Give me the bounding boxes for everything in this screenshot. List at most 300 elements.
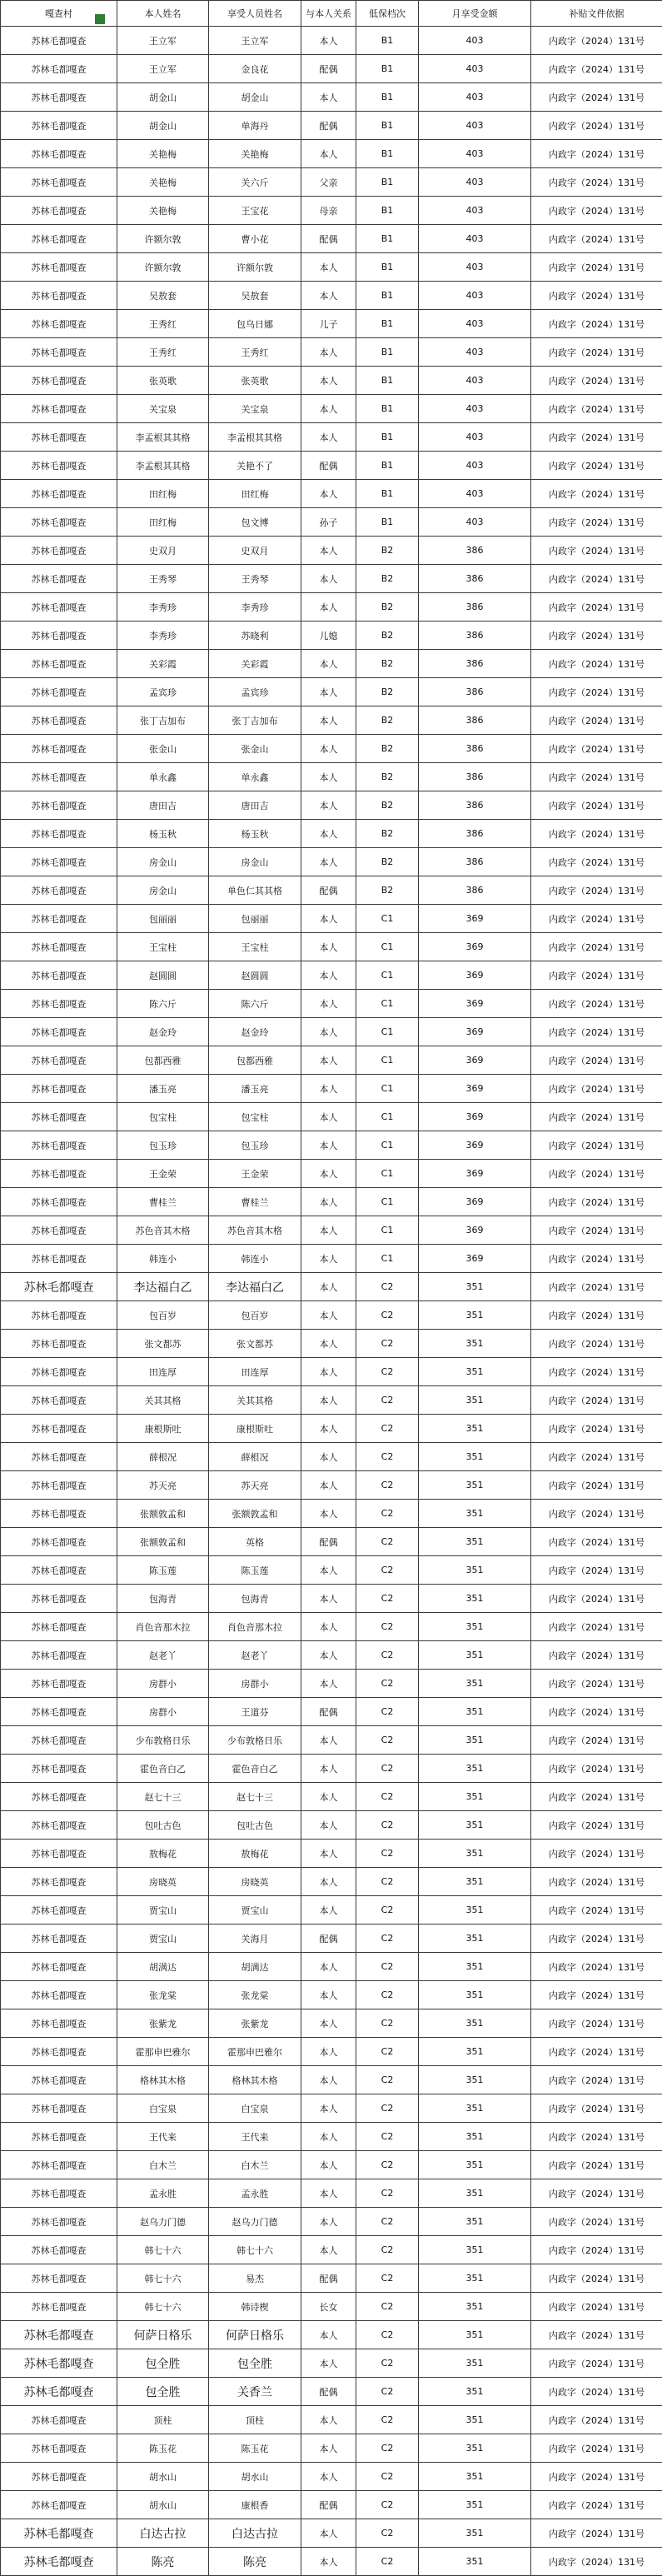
cell-amount[interactable]: 351: [419, 1471, 531, 1500]
cell-level[interactable]: B2: [356, 876, 419, 905]
cell-name[interactable]: 霍那申巴雅尔: [117, 2038, 209, 2066]
cell-level[interactable]: B1: [356, 367, 419, 395]
cell-amount[interactable]: 403: [419, 508, 531, 537]
cell-name[interactable]: 李孟根其其格: [117, 423, 209, 452]
cell-village[interactable]: 苏林毛都嘎查: [1, 197, 117, 225]
cell-beneficiary[interactable]: 苏天亮: [209, 1471, 301, 1500]
cell-amount[interactable]: 351: [419, 1415, 531, 1443]
column-header-village[interactable]: [1, 1, 117, 27]
cell-name[interactable]: 王代来: [117, 2123, 209, 2151]
cell-level[interactable]: C2: [356, 1528, 419, 1556]
cell-basis[interactable]: 内政字（2024）131号: [531, 168, 662, 197]
cell-amount[interactable]: 351: [419, 1755, 531, 1783]
cell-level[interactable]: C2: [356, 2066, 419, 2094]
cell-basis[interactable]: 内政字（2024）131号: [531, 2519, 662, 2548]
cell-name[interactable]: 白宝泉: [117, 2094, 209, 2123]
cell-relation[interactable]: 本人: [301, 1273, 356, 1301]
cell-beneficiary[interactable]: 包文博: [209, 508, 301, 537]
cell-village[interactable]: 苏林毛都嘎查: [1, 2434, 117, 2463]
cell-village[interactable]: 苏林毛都嘎查: [1, 1755, 117, 1783]
cell-amount[interactable]: 351: [419, 2094, 531, 2123]
cell-amount[interactable]: 351: [419, 2236, 531, 2264]
cell-basis[interactable]: 内政字（2024）131号: [531, 2179, 662, 2208]
cell-basis[interactable]: 内政字（2024）131号: [531, 2208, 662, 2236]
cell-village[interactable]: 苏林毛都嘎查: [1, 140, 117, 168]
cell-village[interactable]: 苏林毛都嘎查: [1, 1585, 117, 1613]
cell-relation[interactable]: 本人: [301, 2321, 356, 2349]
cell-relation[interactable]: 长女: [301, 2293, 356, 2321]
cell-basis[interactable]: 内政字（2024）131号: [531, 2349, 662, 2378]
cell-relation[interactable]: 本人: [301, 1103, 356, 1131]
cell-level[interactable]: C2: [356, 1925, 419, 1953]
cell-basis[interactable]: 内政字（2024）131号: [531, 1840, 662, 1868]
cell-beneficiary[interactable]: 白宝泉: [209, 2094, 301, 2123]
cell-basis[interactable]: 内政字（2024）131号: [531, 1358, 662, 1386]
cell-village[interactable]: 苏林毛都嘎查: [1, 1641, 117, 1670]
cell-basis[interactable]: 内政字（2024）131号: [531, 310, 662, 338]
cell-name[interactable]: 王宝柱: [117, 933, 209, 961]
cell-relation[interactable]: 配偶: [301, 2264, 356, 2293]
cell-beneficiary[interactable]: 陈亮: [209, 2548, 301, 2576]
cell-name[interactable]: 王秀红: [117, 338, 209, 367]
cell-level[interactable]: C2: [356, 2548, 419, 2576]
cell-village[interactable]: 苏林毛都嘎查: [1, 367, 117, 395]
cell-relation[interactable]: 儿子: [301, 310, 356, 338]
cell-village[interactable]: 苏林毛都嘎查: [1, 1811, 117, 1840]
cell-name[interactable]: 包宝柱: [117, 1103, 209, 1131]
cell-name[interactable]: 陈玉莲: [117, 1556, 209, 1585]
cell-amount[interactable]: 403: [419, 140, 531, 168]
cell-village[interactable]: 苏林毛都嘎查: [1, 2236, 117, 2264]
cell-village[interactable]: 苏林毛都嘎查: [1, 2179, 117, 2208]
cell-beneficiary[interactable]: 李达福白乙: [209, 1273, 301, 1301]
cell-name[interactable]: 王立军: [117, 27, 209, 55]
cell-village[interactable]: 苏林毛都嘎查: [1, 1443, 117, 1471]
cell-basis[interactable]: 内政字（2024）131号: [531, 140, 662, 168]
cell-basis[interactable]: 内政字（2024）131号: [531, 1953, 662, 1981]
cell-basis[interactable]: 内政字（2024）131号: [531, 2123, 662, 2151]
cell-amount[interactable]: 403: [419, 27, 531, 55]
cell-name[interactable]: 房晓英: [117, 1868, 209, 1896]
cell-relation[interactable]: 本人: [301, 735, 356, 763]
cell-name[interactable]: 韩七十六: [117, 2264, 209, 2293]
cell-amount[interactable]: 386: [419, 622, 531, 650]
cell-level[interactable]: C1: [356, 1018, 419, 1046]
cell-village[interactable]: 苏林毛都嘎查: [1, 1216, 117, 1245]
cell-name[interactable]: 陈玉花: [117, 2434, 209, 2463]
cell-relation[interactable]: 本人: [301, 1245, 356, 1273]
cell-name[interactable]: 张丁吉加布: [117, 706, 209, 735]
cell-amount[interactable]: 351: [419, 2406, 531, 2434]
cell-basis[interactable]: 内政字（2024）131号: [531, 55, 662, 83]
cell-amount[interactable]: 386: [419, 848, 531, 876]
cell-level[interactable]: B1: [356, 140, 419, 168]
cell-relation[interactable]: 本人: [301, 763, 356, 791]
cell-basis[interactable]: 内政字（2024）131号: [531, 423, 662, 452]
cell-relation[interactable]: 孙子: [301, 508, 356, 537]
cell-amount[interactable]: 351: [419, 1925, 531, 1953]
cell-village[interactable]: 苏林毛都嘎查: [1, 2151, 117, 2179]
cell-village[interactable]: 苏林毛都嘎查: [1, 848, 117, 876]
cell-basis[interactable]: 内政字（2024）131号: [531, 395, 662, 423]
cell-beneficiary[interactable]: 康根斯吐: [209, 1415, 301, 1443]
cell-village[interactable]: 苏林毛都嘎查: [1, 622, 117, 650]
cell-beneficiary[interactable]: 关其其格: [209, 1386, 301, 1415]
cell-amount[interactable]: 403: [419, 423, 531, 452]
cell-level[interactable]: C2: [356, 2378, 419, 2406]
cell-basis[interactable]: 内政字（2024）131号: [531, 1500, 662, 1528]
cell-name[interactable]: 房金山: [117, 848, 209, 876]
cell-relation[interactable]: 本人: [301, 1415, 356, 1443]
cell-relation[interactable]: 本人: [301, 395, 356, 423]
cell-relation[interactable]: 配偶: [301, 876, 356, 905]
cell-name[interactable]: 霍色音白乙: [117, 1755, 209, 1783]
cell-name[interactable]: 白木兰: [117, 2151, 209, 2179]
cell-basis[interactable]: 内政字（2024）131号: [531, 1018, 662, 1046]
cell-basis[interactable]: 内政字（2024）131号: [531, 1528, 662, 1556]
cell-beneficiary[interactable]: 曹小花: [209, 225, 301, 253]
cell-relation[interactable]: 本人: [301, 1358, 356, 1386]
cell-name[interactable]: 包都西雅: [117, 1046, 209, 1075]
cell-name[interactable]: 张额敦孟和: [117, 1528, 209, 1556]
cell-amount[interactable]: 369: [419, 905, 531, 933]
cell-village[interactable]: 苏林毛都嘎查: [1, 2463, 117, 2491]
cell-basis[interactable]: 内政字（2024）131号: [531, 1755, 662, 1783]
cell-level[interactable]: C2: [356, 1755, 419, 1783]
cell-basis[interactable]: 内政字（2024）131号: [531, 197, 662, 225]
cell-amount[interactable]: 351: [419, 2293, 531, 2321]
cell-basis[interactable]: 内政字（2024）131号: [531, 735, 662, 763]
cell-village[interactable]: 苏林毛都嘎查: [1, 1131, 117, 1160]
cell-level[interactable]: C1: [356, 1046, 419, 1075]
cell-name[interactable]: 少布敦格日乐: [117, 1726, 209, 1755]
cell-name[interactable]: 潘玉亮: [117, 1075, 209, 1103]
cell-name[interactable]: 王立军: [117, 55, 209, 83]
cell-beneficiary[interactable]: 王宝柱: [209, 933, 301, 961]
cell-basis[interactable]: 内政字（2024）131号: [531, 1896, 662, 1925]
cell-level[interactable]: B1: [356, 225, 419, 253]
cell-relation[interactable]: 配偶: [301, 1528, 356, 1556]
cell-level[interactable]: B1: [356, 83, 419, 112]
cell-basis[interactable]: 内政字（2024）131号: [531, 706, 662, 735]
cell-level[interactable]: C2: [356, 1698, 419, 1726]
cell-village[interactable]: 苏林毛都嘎查: [1, 1386, 117, 1415]
cell-name[interactable]: 关彩霞: [117, 650, 209, 678]
cell-level[interactable]: C2: [356, 1358, 419, 1386]
cell-beneficiary[interactable]: 赵圆圆: [209, 961, 301, 990]
cell-village[interactable]: 苏林毛都嘎查: [1, 1726, 117, 1755]
cell-amount[interactable]: 351: [419, 2434, 531, 2463]
cell-beneficiary[interactable]: 韩连小: [209, 1245, 301, 1273]
cell-name[interactable]: 包玉珍: [117, 1131, 209, 1160]
cell-village[interactable]: 苏林毛都嘎查: [1, 508, 117, 537]
cell-beneficiary[interactable]: 田连厚: [209, 1358, 301, 1386]
cell-amount[interactable]: 351: [419, 1585, 531, 1613]
cell-amount[interactable]: 351: [419, 2321, 531, 2349]
cell-beneficiary[interactable]: 潘玉亮: [209, 1075, 301, 1103]
cell-amount[interactable]: 351: [419, 1811, 531, 1840]
cell-name[interactable]: 韩七十六: [117, 2236, 209, 2264]
cell-level[interactable]: C1: [356, 990, 419, 1018]
cell-name[interactable]: 田红梅: [117, 480, 209, 508]
cell-level[interactable]: B1: [356, 282, 419, 310]
cell-village[interactable]: 苏林毛都嘎查: [1, 2406, 117, 2434]
cell-amount[interactable]: 351: [419, 2208, 531, 2236]
cell-amount[interactable]: 369: [419, 990, 531, 1018]
cell-village[interactable]: 苏林毛都嘎查: [1, 1188, 117, 1216]
cell-name[interactable]: 孟宾珍: [117, 678, 209, 706]
cell-village[interactable]: 苏林毛都嘎查: [1, 2349, 117, 2378]
cell-beneficiary[interactable]: 王代来: [209, 2123, 301, 2151]
cell-beneficiary[interactable]: 单永鑫: [209, 763, 301, 791]
cell-beneficiary[interactable]: 顶柱: [209, 2406, 301, 2434]
cell-beneficiary[interactable]: 陈六斤: [209, 990, 301, 1018]
cell-name[interactable]: 赵老丫: [117, 1641, 209, 1670]
cell-beneficiary[interactable]: 韩诗楔: [209, 2293, 301, 2321]
cell-level[interactable]: C2: [356, 1471, 419, 1500]
cell-basis[interactable]: 内政字（2024）131号: [531, 1046, 662, 1075]
cell-beneficiary[interactable]: 赵乌力门德: [209, 2208, 301, 2236]
cell-amount[interactable]: 351: [419, 1330, 531, 1358]
cell-level[interactable]: B2: [356, 763, 419, 791]
cell-basis[interactable]: 内政字（2024）131号: [531, 763, 662, 791]
cell-beneficiary[interactable]: 包吐古色: [209, 1811, 301, 1840]
cell-amount[interactable]: 403: [419, 253, 531, 282]
cell-relation[interactable]: 本人: [301, 27, 356, 55]
cell-beneficiary[interactable]: 王道芬: [209, 1698, 301, 1726]
cell-beneficiary[interactable]: 敖梅花: [209, 1840, 301, 1868]
cell-relation[interactable]: 本人: [301, 961, 356, 990]
cell-level[interactable]: C2: [356, 2491, 419, 2519]
cell-level[interactable]: C2: [356, 1953, 419, 1981]
cell-relation[interactable]: 配偶: [301, 225, 356, 253]
cell-beneficiary[interactable]: 李孟根其其格: [209, 423, 301, 452]
cell-name[interactable]: 包吐古色: [117, 1811, 209, 1840]
cell-beneficiary[interactable]: 贾宝山: [209, 1896, 301, 1925]
cell-amount[interactable]: 351: [419, 1670, 531, 1698]
cell-beneficiary[interactable]: 张龙棠: [209, 1981, 301, 2009]
cell-relation[interactable]: 本人: [301, 2519, 356, 2548]
cell-beneficiary[interactable]: 李秀珍: [209, 593, 301, 622]
cell-relation[interactable]: 本人: [301, 1953, 356, 1981]
cell-level[interactable]: C2: [356, 1811, 419, 1840]
cell-level[interactable]: C2: [356, 1556, 419, 1585]
cell-name[interactable]: 赵圆圆: [117, 961, 209, 990]
cell-beneficiary[interactable]: 赵金玲: [209, 1018, 301, 1046]
cell-basis[interactable]: 内政字（2024）131号: [531, 990, 662, 1018]
cell-name[interactable]: 张英歌: [117, 367, 209, 395]
cell-beneficiary[interactable]: 史双月: [209, 537, 301, 565]
cell-name[interactable]: 苏天亮: [117, 1471, 209, 1500]
cell-relation[interactable]: 本人: [301, 1755, 356, 1783]
cell-basis[interactable]: 内政字（2024）131号: [531, 2009, 662, 2038]
cell-relation[interactable]: 本人: [301, 1783, 356, 1811]
cell-relation[interactable]: 本人: [301, 2208, 356, 2236]
column-header-name[interactable]: [117, 1, 209, 27]
cell-relation[interactable]: 本人: [301, 2434, 356, 2463]
cell-amount[interactable]: 351: [419, 2151, 531, 2179]
cell-name[interactable]: 关艳梅: [117, 140, 209, 168]
cell-village[interactable]: 苏林毛都嘎查: [1, 593, 117, 622]
cell-basis[interactable]: 内政字（2024）131号: [531, 1726, 662, 1755]
cell-village[interactable]: 苏林毛都嘎查: [1, 537, 117, 565]
cell-level[interactable]: C2: [356, 1896, 419, 1925]
cell-name[interactable]: 张文都苏: [117, 1330, 209, 1358]
cell-relation[interactable]: 本人: [301, 1330, 356, 1358]
cell-basis[interactable]: 内政字（2024）131号: [531, 1556, 662, 1585]
cell-level[interactable]: B2: [356, 565, 419, 593]
cell-basis[interactable]: 内政字（2024）131号: [531, 225, 662, 253]
cell-amount[interactable]: 403: [419, 197, 531, 225]
cell-relation[interactable]: 本人: [301, 1443, 356, 1471]
cell-beneficiary[interactable]: 许额尔敦: [209, 253, 301, 282]
cell-relation[interactable]: 本人: [301, 1641, 356, 1670]
cell-name[interactable]: 王金荣: [117, 1160, 209, 1188]
cell-beneficiary[interactable]: 张丁吉加布: [209, 706, 301, 735]
cell-basis[interactable]: 内政字（2024）131号: [531, 1188, 662, 1216]
cell-name[interactable]: 白达古拉: [117, 2519, 209, 2548]
cell-village[interactable]: 苏林毛都嘎查: [1, 876, 117, 905]
cell-beneficiary[interactable]: 王秀红: [209, 338, 301, 367]
cell-relation[interactable]: 本人: [301, 1811, 356, 1840]
cell-basis[interactable]: 内政字（2024）131号: [531, 367, 662, 395]
cell-amount[interactable]: 351: [419, 1613, 531, 1641]
cell-beneficiary[interactable]: 白达古拉: [209, 2519, 301, 2548]
cell-name[interactable]: 房群小: [117, 1670, 209, 1698]
cell-level[interactable]: C2: [356, 1415, 419, 1443]
cell-village[interactable]: 苏林毛都嘎查: [1, 338, 117, 367]
cell-name[interactable]: 房金山: [117, 876, 209, 905]
cell-beneficiary[interactable]: 房群小: [209, 1670, 301, 1698]
cell-level[interactable]: C2: [356, 1443, 419, 1471]
cell-amount[interactable]: 403: [419, 395, 531, 423]
cell-basis[interactable]: 内政字（2024）131号: [531, 1670, 662, 1698]
cell-beneficiary[interactable]: 王金荣: [209, 1160, 301, 1188]
cell-basis[interactable]: 内政字（2024）131号: [531, 2236, 662, 2264]
cell-basis[interactable]: 内政字（2024）131号: [531, 537, 662, 565]
column-header-beneficiary[interactable]: [209, 1, 301, 27]
cell-basis[interactable]: 内政字（2024）131号: [531, 112, 662, 140]
cell-basis[interactable]: 内政字（2024）131号: [531, 848, 662, 876]
cell-relation[interactable]: 父亲: [301, 168, 356, 197]
cell-village[interactable]: 苏林毛都嘎查: [1, 1783, 117, 1811]
cell-amount[interactable]: 369: [419, 1018, 531, 1046]
cell-level[interactable]: C1: [356, 961, 419, 990]
cell-relation[interactable]: 本人: [301, 367, 356, 395]
cell-level[interactable]: C1: [356, 1188, 419, 1216]
cell-basis[interactable]: 内政字（2024）131号: [531, 1415, 662, 1443]
cell-level[interactable]: C1: [356, 1103, 419, 1131]
cell-basis[interactable]: 内政字（2024）131号: [531, 622, 662, 650]
cell-amount[interactable]: 386: [419, 820, 531, 848]
cell-basis[interactable]: 内政字（2024）131号: [531, 650, 662, 678]
cell-beneficiary[interactable]: 包全胜: [209, 2349, 301, 2378]
cell-beneficiary[interactable]: 陈玉莲: [209, 1556, 301, 1585]
cell-basis[interactable]: 内政字（2024）131号: [531, 1301, 662, 1330]
cell-relation[interactable]: 本人: [301, 678, 356, 706]
cell-level[interactable]: B1: [356, 112, 419, 140]
cell-beneficiary[interactable]: 张金山: [209, 735, 301, 763]
cell-beneficiary[interactable]: 王秀琴: [209, 565, 301, 593]
cell-name[interactable]: 张龙棠: [117, 1981, 209, 2009]
cell-relation[interactable]: 本人: [301, 2179, 356, 2208]
cell-amount[interactable]: 403: [419, 55, 531, 83]
cell-beneficiary[interactable]: 单海丹: [209, 112, 301, 140]
cell-amount[interactable]: 386: [419, 876, 531, 905]
cell-village[interactable]: 苏林毛都嘎查: [1, 678, 117, 706]
cell-amount[interactable]: 403: [419, 480, 531, 508]
cell-basis[interactable]: 内政字（2024）131号: [531, 1641, 662, 1670]
cell-basis[interactable]: 内政字（2024）131号: [531, 338, 662, 367]
cell-amount[interactable]: 369: [419, 1160, 531, 1188]
column-header-basis[interactable]: [531, 1, 662, 27]
cell-level[interactable]: B2: [356, 650, 419, 678]
cell-level[interactable]: C1: [356, 1075, 419, 1103]
cell-basis[interactable]: 内政字（2024）131号: [531, 1273, 662, 1301]
cell-beneficiary[interactable]: 唐田吉: [209, 791, 301, 820]
cell-name[interactable]: 李孟根其其格: [117, 452, 209, 480]
cell-beneficiary[interactable]: 胡水山: [209, 2463, 301, 2491]
column-header-amount[interactable]: [419, 1, 531, 27]
cell-level[interactable]: C2: [356, 1301, 419, 1330]
cell-level[interactable]: C1: [356, 1160, 419, 1188]
cell-level[interactable]: B1: [356, 253, 419, 282]
cell-amount[interactable]: 369: [419, 933, 531, 961]
cell-beneficiary[interactable]: 苏色音其木格: [209, 1216, 301, 1245]
cell-relation[interactable]: 配偶: [301, 1698, 356, 1726]
cell-basis[interactable]: 内政字（2024）131号: [531, 253, 662, 282]
cell-level[interactable]: C2: [356, 2264, 419, 2293]
cell-village[interactable]: 苏林毛都嘎查: [1, 1953, 117, 1981]
cell-village[interactable]: 苏林毛都嘎查: [1, 1613, 117, 1641]
cell-relation[interactable]: 配偶: [301, 2491, 356, 2519]
cell-amount[interactable]: 403: [419, 338, 531, 367]
cell-basis[interactable]: 内政字（2024）131号: [531, 2264, 662, 2293]
cell-name[interactable]: 康根斯吐: [117, 1415, 209, 1443]
cell-name[interactable]: 张金山: [117, 735, 209, 763]
cell-amount[interactable]: 351: [419, 1556, 531, 1585]
cell-name[interactable]: 肖色音那木拉: [117, 1613, 209, 1641]
cell-amount[interactable]: 351: [419, 2264, 531, 2293]
cell-village[interactable]: 苏林毛都嘎查: [1, 1245, 117, 1273]
cell-beneficiary[interactable]: 房金山: [209, 848, 301, 876]
cell-name[interactable]: 包海青: [117, 1585, 209, 1613]
cell-amount[interactable]: 351: [419, 2491, 531, 2519]
cell-basis[interactable]: 内政字（2024）131号: [531, 1103, 662, 1131]
cell-relation[interactable]: 本人: [301, 2009, 356, 2038]
cell-basis[interactable]: 内政字（2024）131号: [531, 1613, 662, 1641]
cell-relation[interactable]: 本人: [301, 791, 356, 820]
cell-name[interactable]: 关其其格: [117, 1386, 209, 1415]
cell-basis[interactable]: 内政字（2024）131号: [531, 1160, 662, 1188]
cell-relation[interactable]: 本人: [301, 1386, 356, 1415]
cell-name[interactable]: 吴敖套: [117, 282, 209, 310]
cell-relation[interactable]: 本人: [301, 2151, 356, 2179]
cell-village[interactable]: 苏林毛都嘎查: [1, 2264, 117, 2293]
cell-relation[interactable]: 本人: [301, 933, 356, 961]
cell-level[interactable]: C2: [356, 2406, 419, 2434]
cell-level[interactable]: B1: [356, 27, 419, 55]
cell-beneficiary[interactable]: 苏晓利: [209, 622, 301, 650]
cell-amount[interactable]: 386: [419, 593, 531, 622]
cell-amount[interactable]: 386: [419, 791, 531, 820]
cell-beneficiary[interactable]: 格林其木格: [209, 2066, 301, 2094]
cell-relation[interactable]: 本人: [301, 1471, 356, 1500]
cell-basis[interactable]: 内政字（2024）131号: [531, 905, 662, 933]
cell-village[interactable]: 苏林毛都嘎查: [1, 1046, 117, 1075]
cell-relation[interactable]: 本人: [301, 1018, 356, 1046]
cell-relation[interactable]: 本人: [301, 480, 356, 508]
